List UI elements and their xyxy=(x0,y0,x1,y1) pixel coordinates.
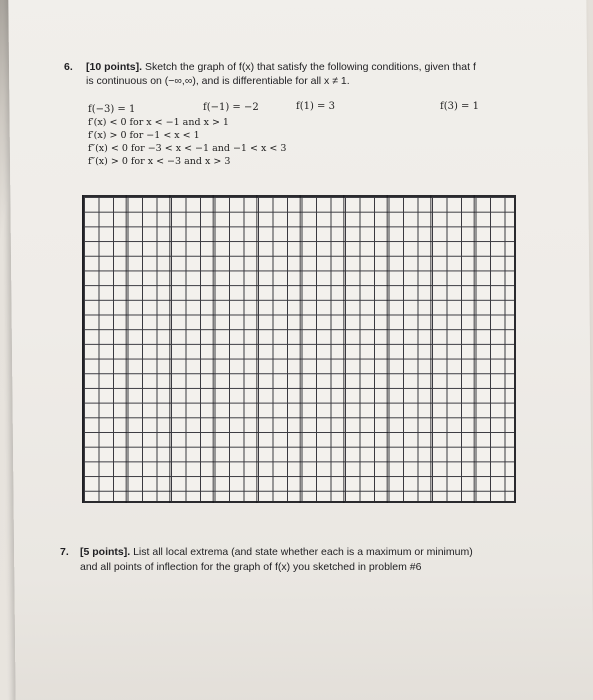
condition-second-derivative-positive: f″(x) > 0 for x < −3 and x > 3 xyxy=(88,156,231,167)
graph-grid xyxy=(82,195,516,503)
condition-first-derivative-negative: f′(x) < 0 for x < −1 and x > 1 xyxy=(88,117,229,128)
condition-first-derivative-positive: f′(x) > 0 for −1 < x < 1 xyxy=(88,130,200,141)
problem-6-points: [10 points]. xyxy=(86,61,143,73)
problem-6-number: 6. xyxy=(64,61,73,73)
problem-7-number: 7. xyxy=(60,546,69,558)
condition-second-derivative-negative: f″(x) < 0 for −3 < x < −1 and −1 < x < 3 xyxy=(88,143,287,154)
problem-7-points: [5 points]. xyxy=(80,546,131,558)
problem-6-line-1 xyxy=(86,60,476,74)
problem-7-prompt: List all local extrema (and state whether each is a maximum or minimum) xyxy=(133,546,473,558)
value-f-1: f(1) = 3 xyxy=(296,101,335,112)
value-f-neg1: f(−1) = −2 xyxy=(203,102,259,113)
value-f-neg3: f(−3) = 1 xyxy=(88,104,136,115)
value-f-3: f(3) = 1 xyxy=(440,101,479,112)
problem-6-line-2: is continuous on (−∞,∞), and is differentiable for all x ≠ 1. xyxy=(86,75,350,87)
problem-7-line-1 xyxy=(80,545,473,559)
problem-6-prompt: Sketch the graph of f(x) that satisfy the following conditions, given that f xyxy=(144,61,476,73)
problem-7-line-2: and all points of inflection for the graph of f(x) you sketched in problem #6 xyxy=(80,561,422,573)
